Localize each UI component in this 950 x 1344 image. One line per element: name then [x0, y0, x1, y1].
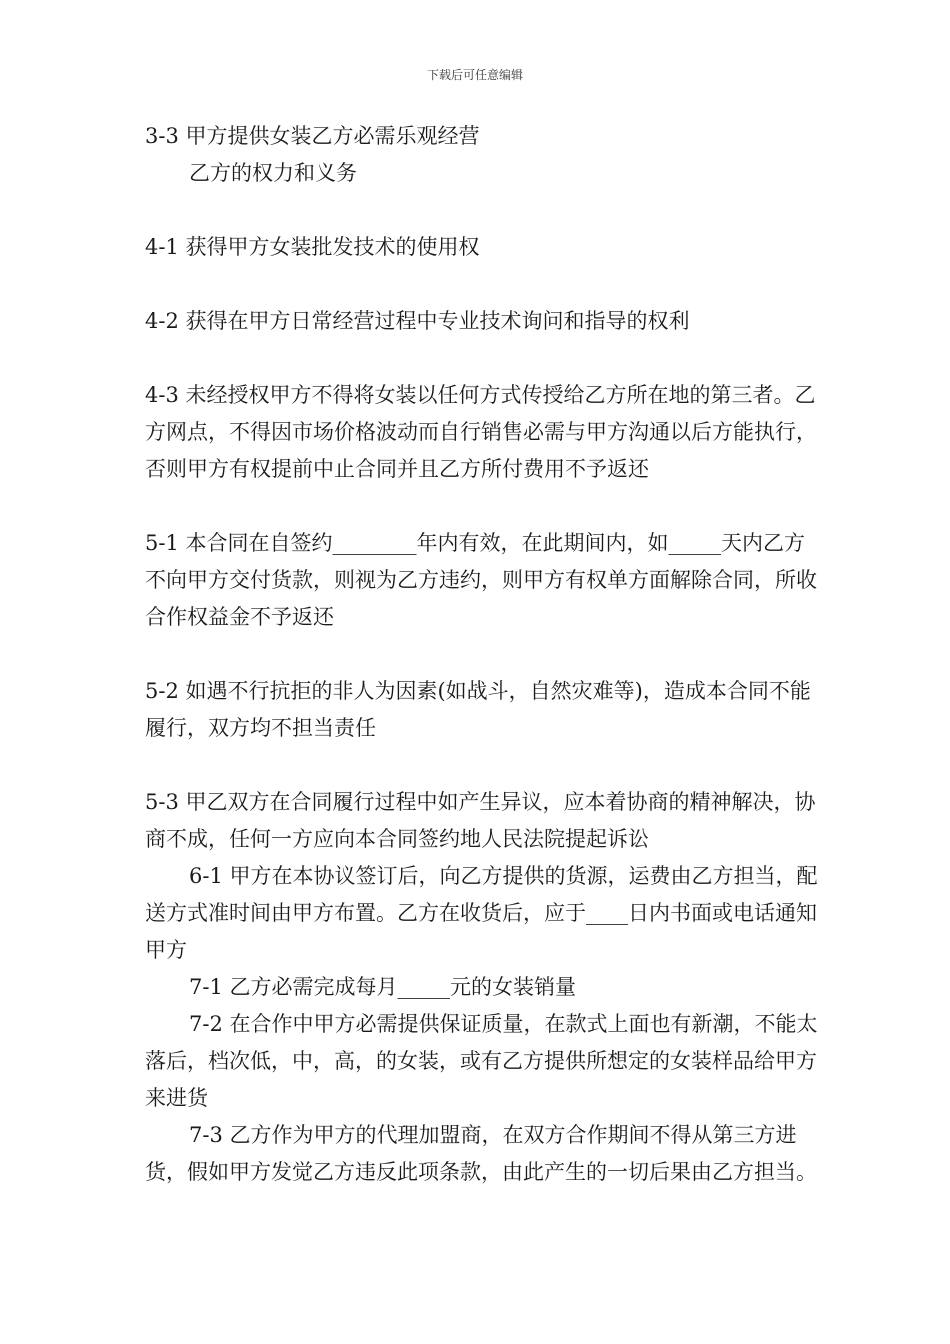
clause-7-2: 7-2 在合作中甲方必需提供保证质量，在款式上面也有新潮，不能太落后，档次低，中，高，的女装，或有乙方提供所想定的女装样品给甲方来进货	[145, 1012, 818, 1110]
clause-4-2: 4-2 获得在甲方日常经营过程中专业技术询问和指导的权利	[145, 309, 690, 333]
page-header: 下载后可任意编辑	[426, 68, 523, 82]
clause-5-1: 5-1 本合同在自签约________年内有效，在此期间内，如_____天内乙方不向甲方交付货款，则视为乙方违约，则甲方有权单方面解除合同，所收合作权益金不予返还	[145, 531, 817, 629]
section-heading-party-b-rights: 乙方的权力和义务	[189, 161, 357, 185]
clause-6-1: 6-1 甲方在本协议签订后，向乙方提供的货源，运费由乙方担当，配送方式准时间由甲方布置。乙方在收货后，应于____日内书面或电话通知甲方	[145, 864, 818, 962]
clause-4-1: 4-1 获得甲方女装批发技术的使用权	[145, 235, 480, 259]
clause-5-3: 5-3 甲乙双方在合同履行过程中如产生异议，应本着协商的精神解决，协商不成，任何一方应向本合同签约地人民法院提起诉讼	[145, 790, 816, 851]
clause-5-2: 5-2 如遇不行抗拒的非人为因素(如战斗，自然灾难等)，造成本合同不能履行，双方均不担当责任	[145, 679, 811, 740]
clause-7-1: 7-1 乙方必需完成每月_____元的女装销量	[189, 975, 576, 999]
clause-4-3: 4-3 未经授权甲方不得将女装以任何方式传授给乙方所在地的第三者。乙方网点，不得因市场价格波动而自行销售必需与甲方沟通以后方能执行，否则甲方有权提前中止合同并且乙方所付费用不予返还	[145, 383, 817, 481]
document-body	[145, 118, 825, 1191]
clause-7-3: 7-3 乙方作为甲方的代理加盟商，在双方合作期间不得从第三方进货，假如甲方发觉乙方违反此项条款，由此产生的一切后果由乙方担当。	[145, 1123, 817, 1184]
clause-3-3: 3-3 甲方提供女装乙方必需乐观经营	[145, 124, 480, 148]
